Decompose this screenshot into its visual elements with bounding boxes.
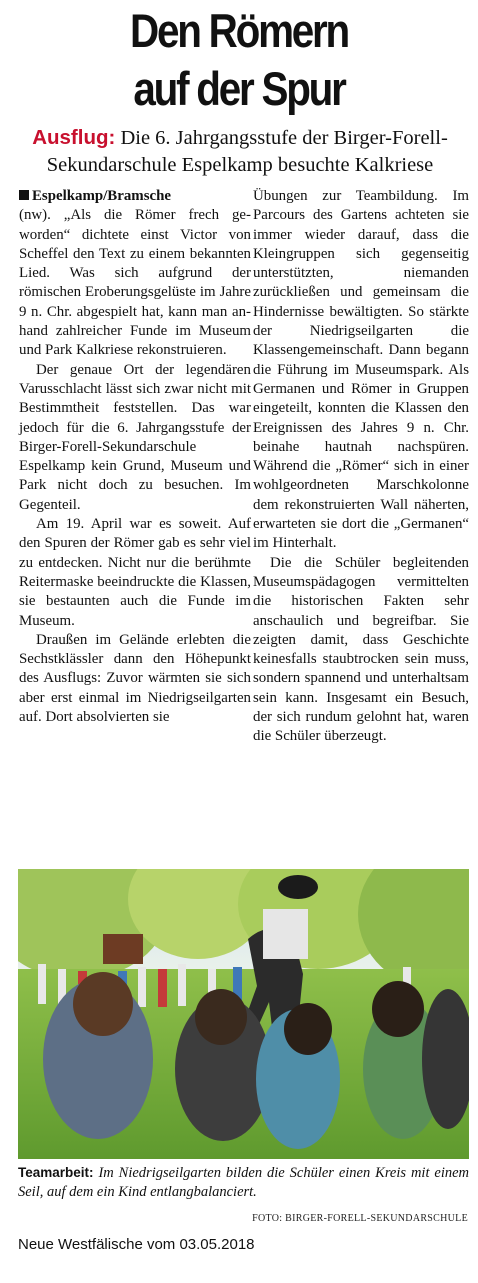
photo-illustration — [18, 869, 469, 1159]
subheadline — [20, 124, 460, 179]
paragraph — [19, 187, 251, 206]
source-line: Neue Westfälische vom 03.05.2018 — [18, 1236, 255, 1253]
headline-line-1: Den Römern — [130, 4, 348, 57]
square-bullet-icon — [19, 190, 29, 200]
photo-credit: FOTO: BIRGER-FORELL-SEKUNDARSCHULE — [252, 1213, 468, 1224]
article-column-1 — [19, 187, 251, 727]
dateline: Espelkamp/Bramsche — [32, 188, 171, 204]
paragraph: (nw). „Als die Römer frech geworden“ dichtete einst Victor von Scheffel den Text zu einem bekannten Lied. Was sich aufgrund der römischen Eroberungsgelüste im Jahre 9 n. Chr. abgespielt hat, kann man anhand zahlreicher Funde im Museum und Park Kalkriese rekonstruieren. — [19, 207, 251, 359]
paragraph: Am 19. April war es soweit. Auf den Spuren der Römer gab es sehr viel zu entdecken. Nicht nur die berühmte Reitermaske beeindruckte die Klassen, sie bestaunten auch die Funde im Museum. — [19, 516, 251, 629]
paragraph: Der genaue Ort der legendären Varusschlacht lässt sich zwar nicht mit Bestimmtheit feststellen. Das war jedoch für die 6. Jahrgangsstufe der Birger-Forell-Sekundarschule Espelkamp kein Grund, Museum und Park nicht doch zu besuchen. Im Gegenteil. — [19, 361, 251, 513]
caption-text: Im Niedrigseilgarten bilden die Schüler einen Kreis mit einem Seil, auf dem ein Kind entlangbalanciert. — [18, 1165, 470, 1200]
article-photo — [18, 869, 469, 1159]
caption-label: Teamarbeit: — [18, 1165, 94, 1180]
paragraph: Übungen zur Teambildung. Im Parcours des Gartens achteten sie immer wieder darauf, dass die Kleingruppen sich gegenseitig unterstützten, niemanden zurückließen und gemeinsam die Hindernisse bewältigten. So stärkte der Niedrigseilgarten die Klassengemeinschaft. Dann begann die Führung im Museumspark. Als Germanen und Römer in Gruppen eingeteilt, konnten die Klassen den Ereignissen des Jahres 9 n. Chr. beinahe hautnah nachspüren. Während die „Römer“ sich in einer wohlgeordneten Marschkolonne dem rekonstruierten Wall näherten, erwarteten sie dort die „Germanen“ im Hinterhalt. — [253, 188, 469, 552]
headline — [33, 2, 444, 118]
subheadline-text: Die 6. Jahrgangsstufe der Birger-Forell-Sekundarschule Espelkamp besuchte Kalkriese — [46, 127, 448, 176]
article-column-2 — [253, 187, 469, 747]
paragraph: Draußen im Gelände erlebten die Sechstklässler dann den Höhepunkt des Ausflugs: Zuvor wärmten sie sich aber erst einmal im Niedrigseilgarten auf. Dort absolvierten sie — [19, 631, 251, 726]
photo-caption — [18, 1163, 469, 1202]
headline-line-2: auf der Spur — [133, 62, 345, 115]
kicker: Ausflug: — [32, 126, 116, 149]
paragraph: Die die Schüler begleitenden Museumspädagogen vermittelten die historischen Fakten sehr anschaulich und begreifbar. Sie zeigten damit, dass Geschichte keinesfalls staubtrocken sein muss, sondern spannend und unterhaltsam sein kann. Insgesamt ein Besuch, der sich rundum gelohnt hat, waren die Schüler überzeugt. — [253, 554, 469, 745]
